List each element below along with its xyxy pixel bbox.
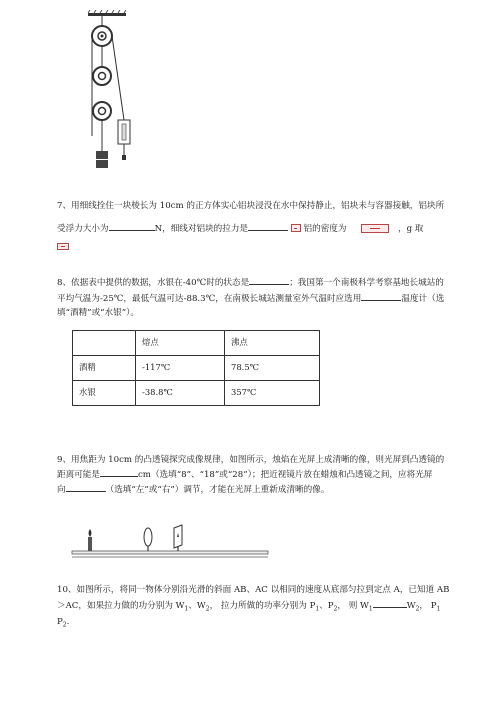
- question-10: [57, 583, 457, 630]
- table-row: [73, 381, 320, 406]
- answer-blank[interactable]: [249, 275, 289, 285]
- formula-image-icon: [291, 224, 301, 232]
- answer-blank[interactable]: [100, 467, 138, 477]
- formula-image-icon: [361, 224, 389, 233]
- answer-blank[interactable]: [373, 598, 407, 608]
- question-9: [57, 453, 457, 498]
- table-cell: -38.8℃: [136, 381, 225, 406]
- question-7: [57, 200, 457, 254]
- table-header-row: [73, 331, 320, 356]
- q8-line-1: 8、依据表中提供的数据，水银在-40℃时的状态是 ；我国第一个南极科学考察基地长城站的: [57, 275, 457, 291]
- q8-line-2: 平均气温为-25℃，最低气温可达-88.3℃，在南极长城站测量室外气温时应选用 温度计（选: [57, 291, 457, 307]
- q9-line-2: 距离可能是 cm（选填“8”、“18”或“28”）；把近视镜片放在蜡烛和凸透镜之间，应将光屏: [57, 467, 457, 482]
- answer-blank[interactable]: [66, 482, 106, 492]
- q9-line-1: 9、用焦距为 10cm 的凸透镜探究成像规律，如图所示，烛焰在光屏上成清晰的像，则光屏到凸透镜的: [57, 455, 445, 465]
- q8-line-3: 填“酒精”或“水银”）。: [57, 307, 140, 318]
- pulley-system-figure: [82, 10, 142, 170]
- table-cell: 熔点: [136, 331, 225, 356]
- table-cell: [73, 331, 136, 356]
- table-cell: -117℃: [136, 356, 225, 381]
- table-cell: 水银: [73, 381, 136, 406]
- formula-image-icon: [57, 243, 69, 250]
- q9-line-3: 向 （选填“左”或“右”）调节，才能在光屏上重新成清晰的像。: [57, 482, 457, 497]
- question-8: [57, 275, 457, 320]
- q10-line-2: ＞AC，如果拉力做的功分别为 $W_1$、$W_2$， 拉力所做的功率分别为 $P_1$、$P_2$， 则 $W_1$ $W_2$， $P_1$: [57, 598, 457, 615]
- melting-boiling-table: [72, 330, 320, 406]
- table-cell: 357℃: [225, 381, 320, 406]
- table-cell: 沸点: [225, 331, 320, 356]
- table-cell: 酒精: [73, 356, 136, 381]
- table-row: [73, 356, 320, 381]
- q7-line-1: 7、用细线拴住一块棱长为 10cm 的正方体实心铝块浸没在水中保持静止，铝块未与容器接触，铝块所: [57, 201, 445, 211]
- q7-line-2: 受浮力大小为 N，细线对铝块的拉力是 铝的密度为 ，g 取: [57, 221, 457, 237]
- answer-blank[interactable]: [361, 291, 401, 301]
- optical-bench-figure: [70, 515, 270, 565]
- q10-line-3: $P_2$.: [57, 616, 70, 629]
- q10-line-1: 10、如图所示，将同一物体分别沿光滑的斜面 AB、AC 以相同的速度从底部匀拉到定点 A，已知道 AB: [57, 585, 450, 595]
- table-cell: 78.5℃: [225, 356, 320, 381]
- answer-blank[interactable]: [109, 221, 155, 231]
- answer-blank[interactable]: [248, 221, 288, 231]
